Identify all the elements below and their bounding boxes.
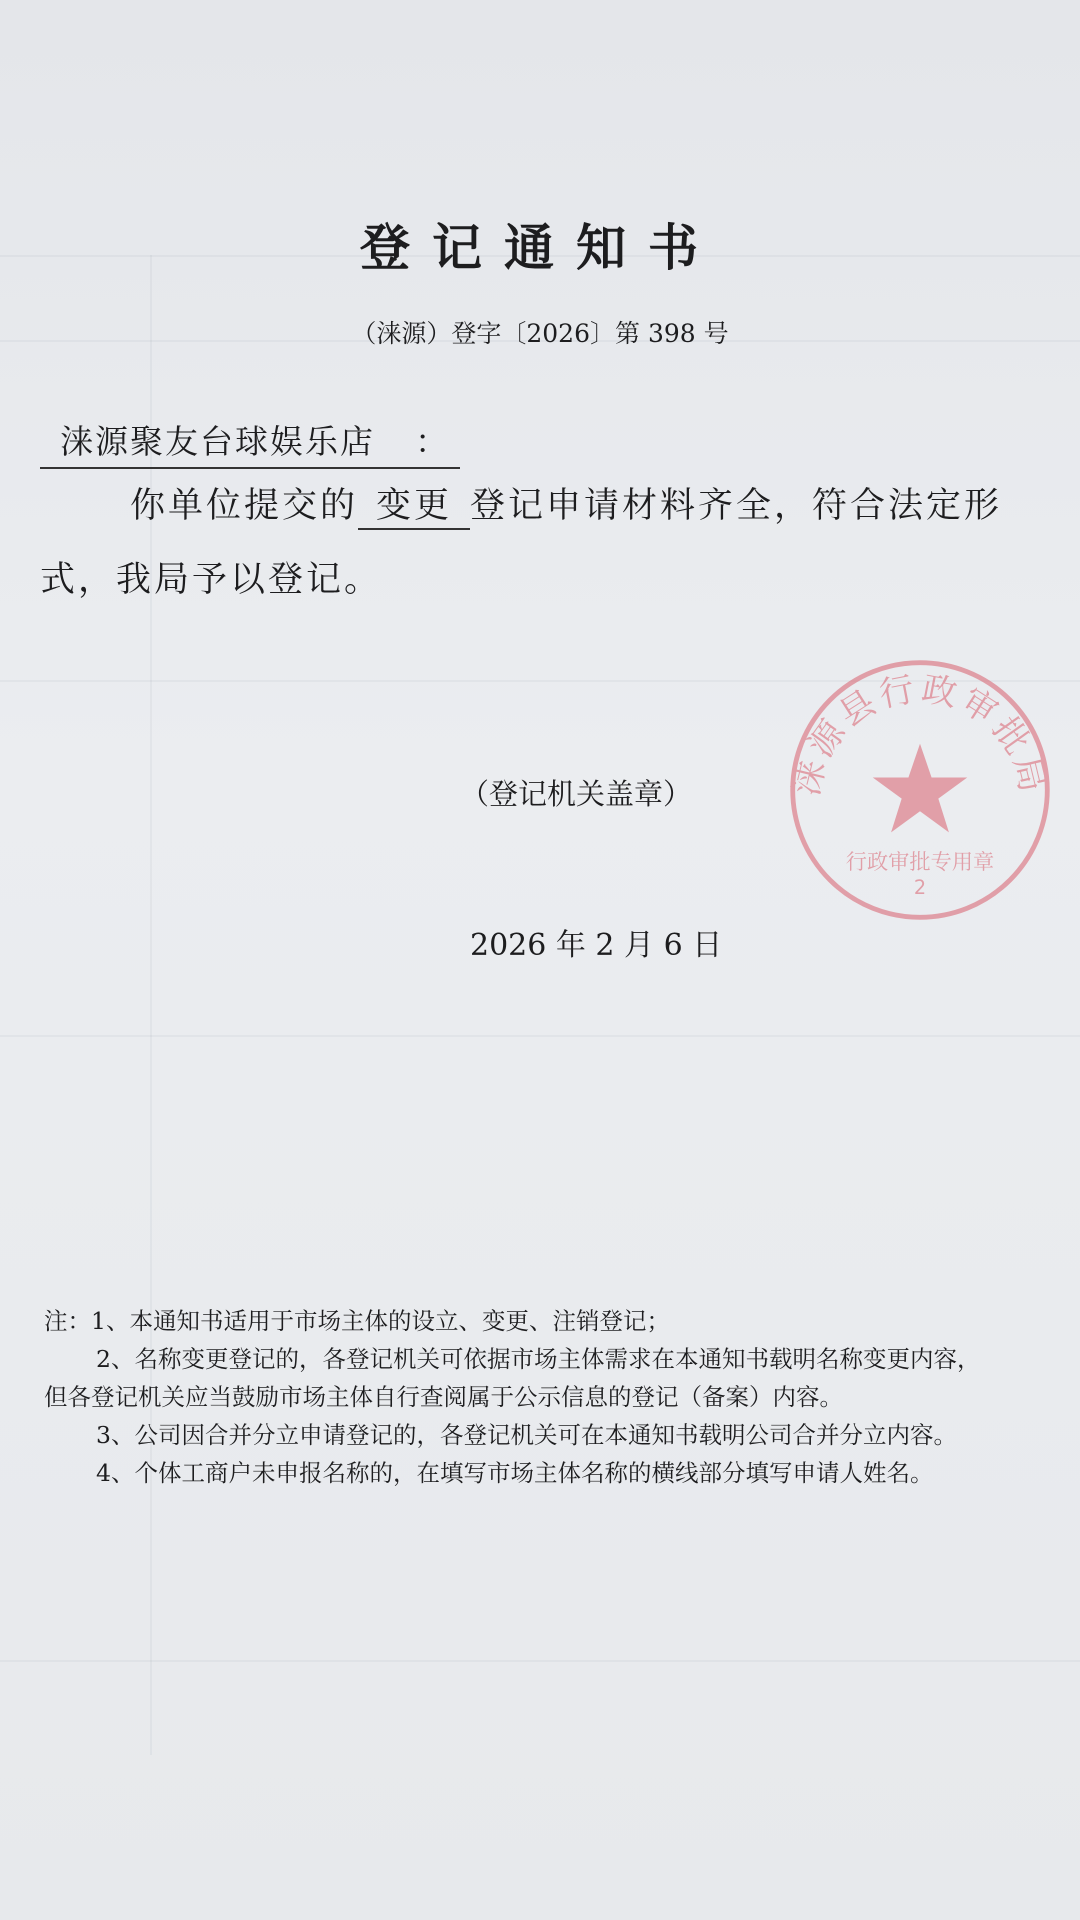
document-title: 登记通知书 <box>360 219 720 277</box>
body-line-2: 式，我局予以登记。 <box>40 560 383 600</box>
showthrough-line <box>0 1035 1080 1037</box>
issue-date: 2026 年 2 月 6 日 <box>470 928 723 963</box>
notes-section <box>44 1302 980 1492</box>
addressee-line <box>40 416 460 469</box>
body-line-1 <box>130 478 1002 530</box>
note-3: 3、公司因合并分立申请登记的，各登记机关可在本通知书载明公司合并分立内容。 <box>96 1421 957 1449</box>
note-2: 2、名称变更登记的，各登记机关可依据市场主体需求在本通知书载明名称变更内容， <box>96 1345 981 1373</box>
official-seal-stamp <box>785 655 1055 925</box>
note-4: 4、个体工商户未申报名称的，在填写市场主体名称的横线部分填写申请人姓名。 <box>96 1459 934 1487</box>
body-prefix: 你单位提交的 <box>130 486 359 526</box>
svg-text:2: 2 <box>913 876 927 900</box>
svg-text:行政审批专用章: 行政审批专用章 <box>845 850 995 876</box>
addressee-colon: ： <box>415 422 450 461</box>
svg-text:涞源县行政审批局: 涞源县行政审批局 <box>786 669 1054 800</box>
note-1: 注：1、本通知书适用于市场主体的设立、变更、注销登记； <box>44 1307 670 1335</box>
showthrough-line <box>0 1660 1080 1662</box>
addressee-name: 涞源聚友台球娱乐店 <box>60 422 375 461</box>
registration-type: 变更 <box>358 478 470 530</box>
note-2-cont: 但各登记机关应当鼓励市场主体自行查阅属于公示信息的登记（备案）内容。 <box>44 1383 843 1411</box>
seal-label: （登记机关盖章） <box>460 777 693 811</box>
document-number: （涞源）登字〔2026〕第 398 号 <box>351 319 729 348</box>
body-suffix: 登记申请材料齐全，符合法定形 <box>470 486 1003 526</box>
